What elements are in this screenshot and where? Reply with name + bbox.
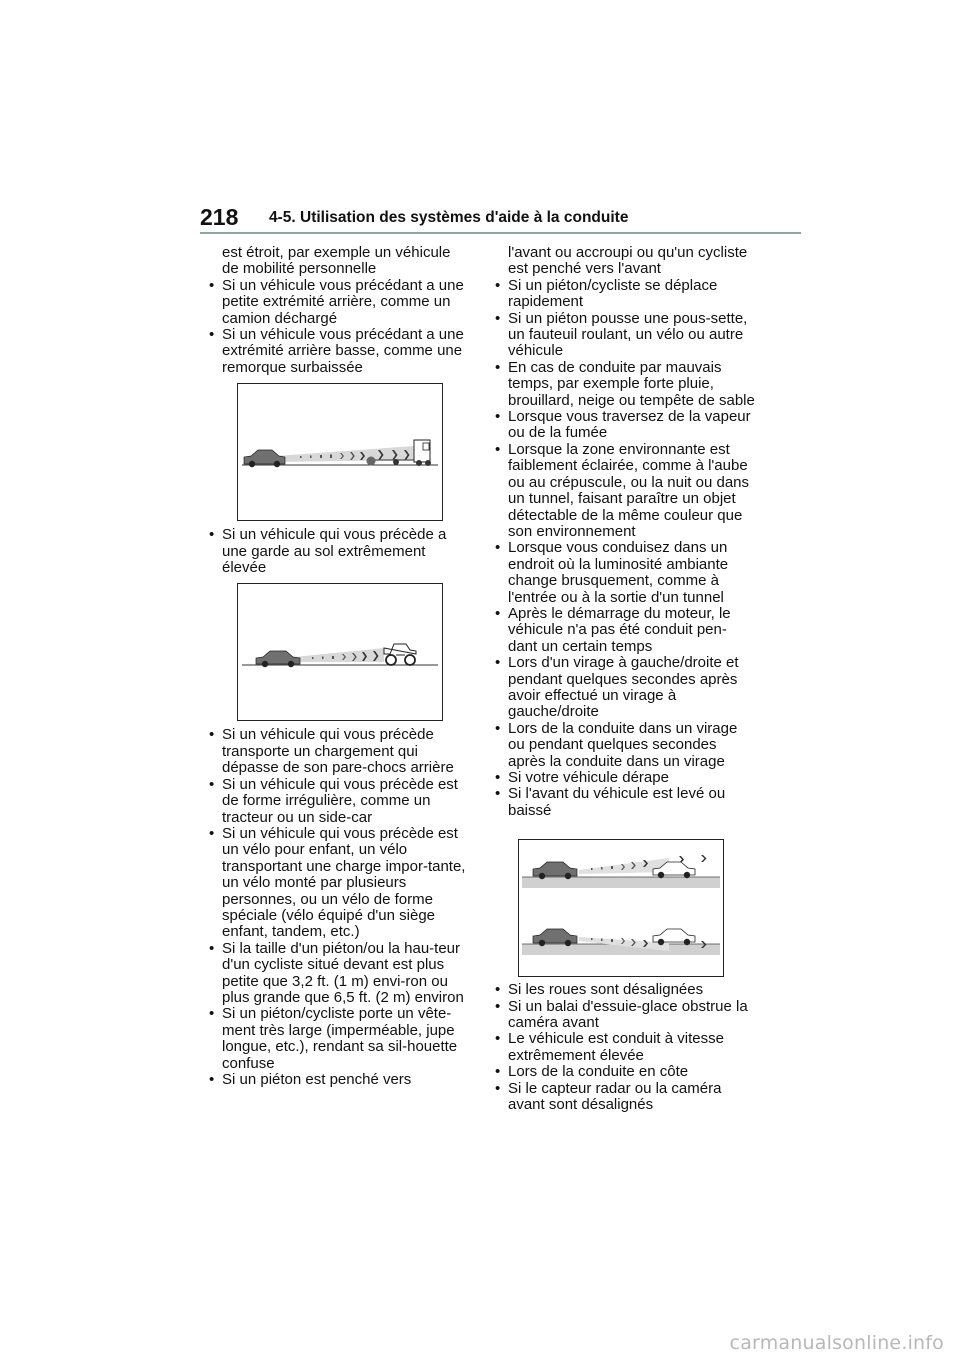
- list-item: • Si l'avant du véhicule est levé ou baissé: [494, 786, 756, 819]
- list-item: • Si un véhicule qui vous précède a une garde au sol extrêmement élevée: [208, 527, 470, 576]
- list-item: • Si un balai d'essuie-glace obstrue la caméra avant: [494, 999, 756, 1032]
- list-item: • Lors de la conduite dans un virage ou pendant quelques secondes après la conduite dans un virage: [494, 721, 756, 770]
- figure-high-clearance-image: [237, 583, 443, 721]
- left-list-3: [208, 727, 470, 1088]
- list-item: • Si un piéton/cycliste porte un vête-ment très large (imperméable, jupe longue, etc.), rendant sa sil-houette confuse: [208, 1006, 470, 1072]
- list-item: • Si un piéton pousse une pous-sette, un fauteuil roulant, un vélo ou autre véhicule: [494, 311, 756, 360]
- list-item: • Si un véhicule vous précédant a une extrémité arrière basse, comme une remorque surbaissée: [208, 327, 470, 376]
- list-item: • Si le capteur radar ou la caméra avant sont désalignés: [494, 1081, 756, 1114]
- header-divider: [200, 232, 801, 234]
- figure-pitch-change: [518, 839, 756, 977]
- list-item: • Si les roues sont désalignées: [494, 982, 756, 998]
- left-list-2: [208, 527, 470, 576]
- list-item: • Si un véhicule qui vous précède est un vélo pour enfant, un vélo transportant une charge impor-tante, un vélo monté par plusieurs personnes, ou un vélo de forme spéciale (vélo équipé d'un siège enfant, tandem, etc.): [208, 826, 470, 941]
- section-title: 4-5. Utilisation des systèmes d'aide à la conduite: [269, 209, 629, 226]
- right-column: [494, 245, 756, 1113]
- right-list-1: [494, 278, 756, 819]
- page-number: 218: [200, 204, 239, 230]
- figure-pitch-change-image: [518, 839, 724, 977]
- figure-truck-trailer: [237, 383, 470, 521]
- list-item: • Lorsque vous conduisez dans un endroit où la luminosité ambiante change brusquement, comme à l'entrée ou à la sortie d'un tunnel: [494, 540, 756, 606]
- list-item: • Lorsque la zone environnante est faiblement éclairée, comme à l'aube ou au crépuscule, ou la nuit ou dans un tunnel, faisant paraître un objet détectable de la même couleur que son environnement: [494, 442, 756, 540]
- site-watermark: carmanualsonline.info: [729, 1332, 944, 1354]
- right-continuation-text: l'avant ou accroupi ou qu'un cycliste est penché vers l'avant: [508, 244, 748, 278]
- list-item: • Si un piéton est penché vers: [208, 1072, 470, 1088]
- list-item: • Si un véhicule qui vous précède transporte un chargement qui dépasse de son pare-chocs arrière: [208, 727, 470, 776]
- list-item: • Le véhicule est conduit à vitesse extrêmement élevée: [494, 1031, 756, 1064]
- right-list-2: [494, 982, 756, 1113]
- list-item: • Si un véhicule vous précédant a une petite extrémité arrière, comme un camion déchargé: [208, 278, 470, 327]
- left-column: [208, 245, 470, 1088]
- list-item: • Si un véhicule qui vous précède est de forme irrégulière, comme un tracteur ou un side-car: [208, 777, 470, 826]
- list-item: • En cas de conduite par mauvais temps, par exemple forte pluie, brouillard, neige ou tempête de sable: [494, 360, 756, 409]
- list-item: • Si votre véhicule dérape: [494, 770, 756, 786]
- list-item: • Après le démarrage du moteur, le véhicule n'a pas été conduit pen-dant un certain temps: [494, 606, 756, 655]
- list-item: • Lors de la conduite en côte: [494, 1064, 756, 1080]
- left-continuation-text: est étroit, par exemple un véhicule de mobilité personnelle: [222, 244, 451, 278]
- figure-high-clearance: [237, 583, 470, 721]
- list-item: • Lorsque vous traversez de la vapeur ou de la fumée: [494, 409, 756, 442]
- list-item: • Si la taille d'un piéton/ou la hau-teur d'un cycliste situé devant est plus petite que 3,2 ft. (1 m) envi-ron ou plus grande que 6,5 ft. (2 m) environ: [208, 941, 470, 1007]
- list-item: • Lors d'un virage à gauche/droite et pendant quelques secondes après avoir effectué un virage à gauche/droite: [494, 655, 756, 721]
- left-list-1: [208, 278, 470, 376]
- figure-truck-trailer-image: [237, 383, 443, 521]
- list-item: • Si un piéton/cycliste se déplace rapidement: [494, 278, 756, 311]
